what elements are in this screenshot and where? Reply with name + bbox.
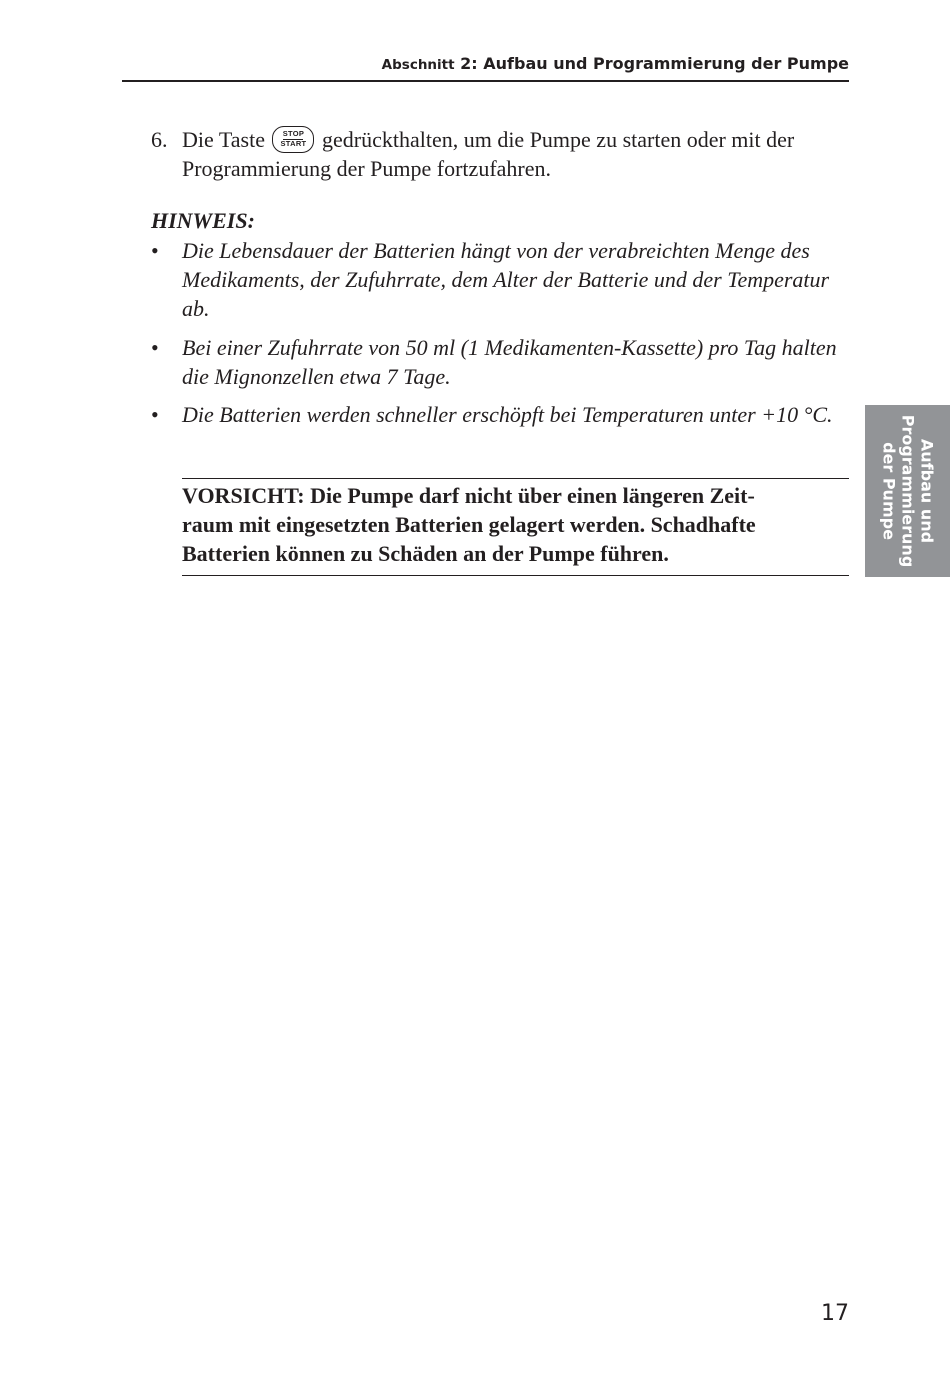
section-label: Abschnitt <box>381 57 455 73</box>
key-bottom-label: START <box>280 139 307 148</box>
note-list <box>151 236 851 429</box>
side-tab-line: Aufbau und <box>917 438 936 544</box>
step-text-after-key: gedrückthalten, um die Pumpe zu starten oder mit der Programmierung der Pumpe fortzufahren. <box>182 127 795 181</box>
bullet-icon: • <box>151 335 159 360</box>
step-6 <box>151 125 851 183</box>
side-tab-line: der Pumpe <box>879 442 898 540</box>
side-tab-line: Programmierung <box>898 414 917 568</box>
caution-top-rule <box>182 478 849 479</box>
side-tab-label <box>879 405 936 577</box>
chapter-side-tab <box>865 405 950 577</box>
header-rule <box>122 80 849 82</box>
caution-line: Batterien können zu Schäden an der Pumpe führen. <box>182 541 669 566</box>
note-item-text: Bei einer Zufuhrrate von 50 ml (1 Medikamenten-Kassette) pro Tag halten die Mignonzellen etwa 7 Tage. <box>182 335 837 389</box>
caution-box <box>182 481 849 568</box>
section-title: 2: Aufbau und Programmierung der Pumpe <box>460 54 849 73</box>
note-item-text: Die Batterien werden schneller erschöpft bei Temperaturen unter +10 °C. <box>182 402 833 427</box>
note-item-text: Die Lebensdauer der Batterien hängt von der verabreichten Menge des Medikaments, der Zufuhrrate, dem Alter der Batterie und der Temperatur ab. <box>182 238 830 321</box>
step-text <box>182 125 851 183</box>
bullet-icon: • <box>151 402 159 427</box>
note-item <box>151 333 851 391</box>
bullet-icon: • <box>151 238 159 263</box>
running-header <box>122 53 849 76</box>
note-heading: HINWEIS: <box>151 208 255 233</box>
key-top-label: STOP <box>282 129 305 138</box>
note-item <box>151 236 851 323</box>
step-text-before-key: Die Taste <box>182 127 265 152</box>
caution-bottom-rule <box>182 575 849 576</box>
page-number: 17 <box>821 1301 849 1326</box>
stop-start-key-icon <box>272 126 314 153</box>
note-item <box>151 400 851 429</box>
caution-line: raum mit eingesetzten Batterien gelagert werden. Schadhafte <box>182 512 756 537</box>
caution-line: VORSICHT: Die Pumpe darf nicht über einen längeren Zeit- <box>182 483 755 508</box>
step-number: 6. <box>151 127 168 152</box>
